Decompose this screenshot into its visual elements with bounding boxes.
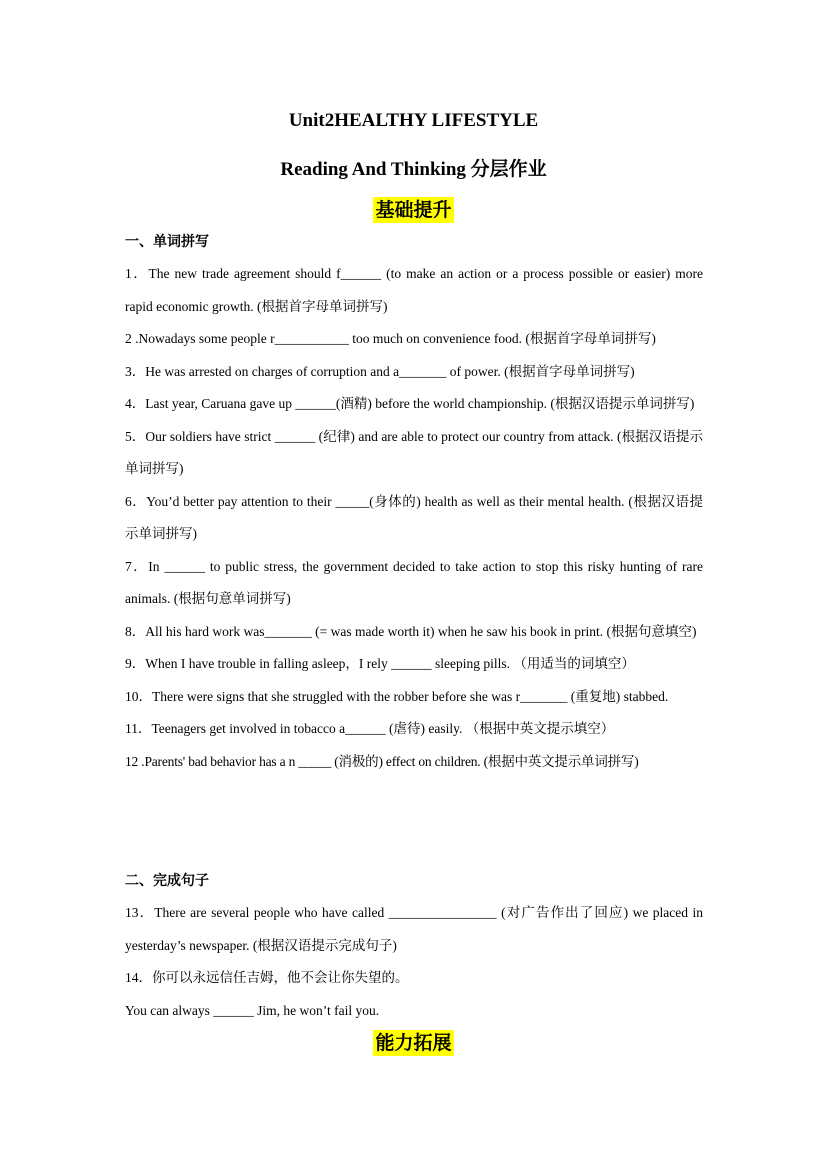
lesson-subtitle: Reading And Thinking 分层作业: [280, 159, 547, 180]
question-5: 5．Our soldiers have strict ______ (纪律) and are able to protect our country from attack. (根据汉语提示单词拼写): [125, 428, 703, 476]
question-1: 1．The new trade agreement should f______ (to make an action or a process possible or easier) more rapid economic growth. (根据首字母单词拼写): [125, 266, 703, 314]
question-7: 7．In ______ to public stress, the government decided to take action to stop this risky hunting of rare animals. (根据句意单词拼写): [125, 558, 703, 606]
question-3: 3．He was arrested on charges of corruption and a_______ of power. (根据首字母单词拼写): [125, 363, 635, 379]
question-13: 13．There are several people who have called ________________ (对广告作出了回应) we placed in yesterday’s newspaper. (根据汉语提示完成句子): [125, 905, 703, 953]
sentence-question-list: [125, 897, 703, 1027]
question-6: 6．You’d better pay attention to their _____(身体的) health as well as their mental health. (根据汉语提示单词拼写): [125, 493, 703, 541]
question-4: 4．Last year, Caruana gave up ______(酒精) before the world championship. (根据汉语提示单词拼写): [125, 396, 695, 411]
question-10: 10．There were signs that she struggled with the robber before she was r_______ (重复地) stabbed.: [125, 688, 669, 704]
question-2: 2 .Nowadays some people r___________ too much on convenience food. (根据首字母单词拼写): [125, 331, 656, 346]
sentences-heading: 二、完成句子: [125, 873, 209, 889]
question-14-chinese: 14．你可以永远信任吉姆，他不会让你失望的。: [125, 970, 409, 985]
unit-title: Unit2HEALTHY LIFESTYLE: [288, 110, 539, 131]
question-14-english: You can always ______ Jim, he won’t fail you.: [125, 1002, 380, 1018]
question-9: 9．When I have trouble in falling asleep，I rely ______ sleeping pills. （用适当的词填空）: [125, 656, 635, 671]
advanced-section-badge-wrap: [0, 1030, 827, 1056]
question-8: 8．All his hard work was_______ (= was made worth it) when he saw his book in print. (根据句意填空): [125, 623, 697, 639]
spelling-question-list: [125, 258, 703, 778]
basic-section-badge: 基础提升: [375, 199, 452, 221]
question-11: 11．Teenagers get involved in tobacco a______ (虐待) easily. （根据中英文提示填空）: [125, 721, 615, 736]
question-12: 12 .Parents' bad behavior has a n _____ (消极的) effect on children. (根据中英文提示单词拼写): [125, 753, 639, 769]
spelling-heading: 一、单词拼写: [125, 234, 209, 250]
advanced-section-badge: 能力拓展: [375, 1032, 452, 1054]
basic-section-badge-wrap: [0, 197, 827, 223]
